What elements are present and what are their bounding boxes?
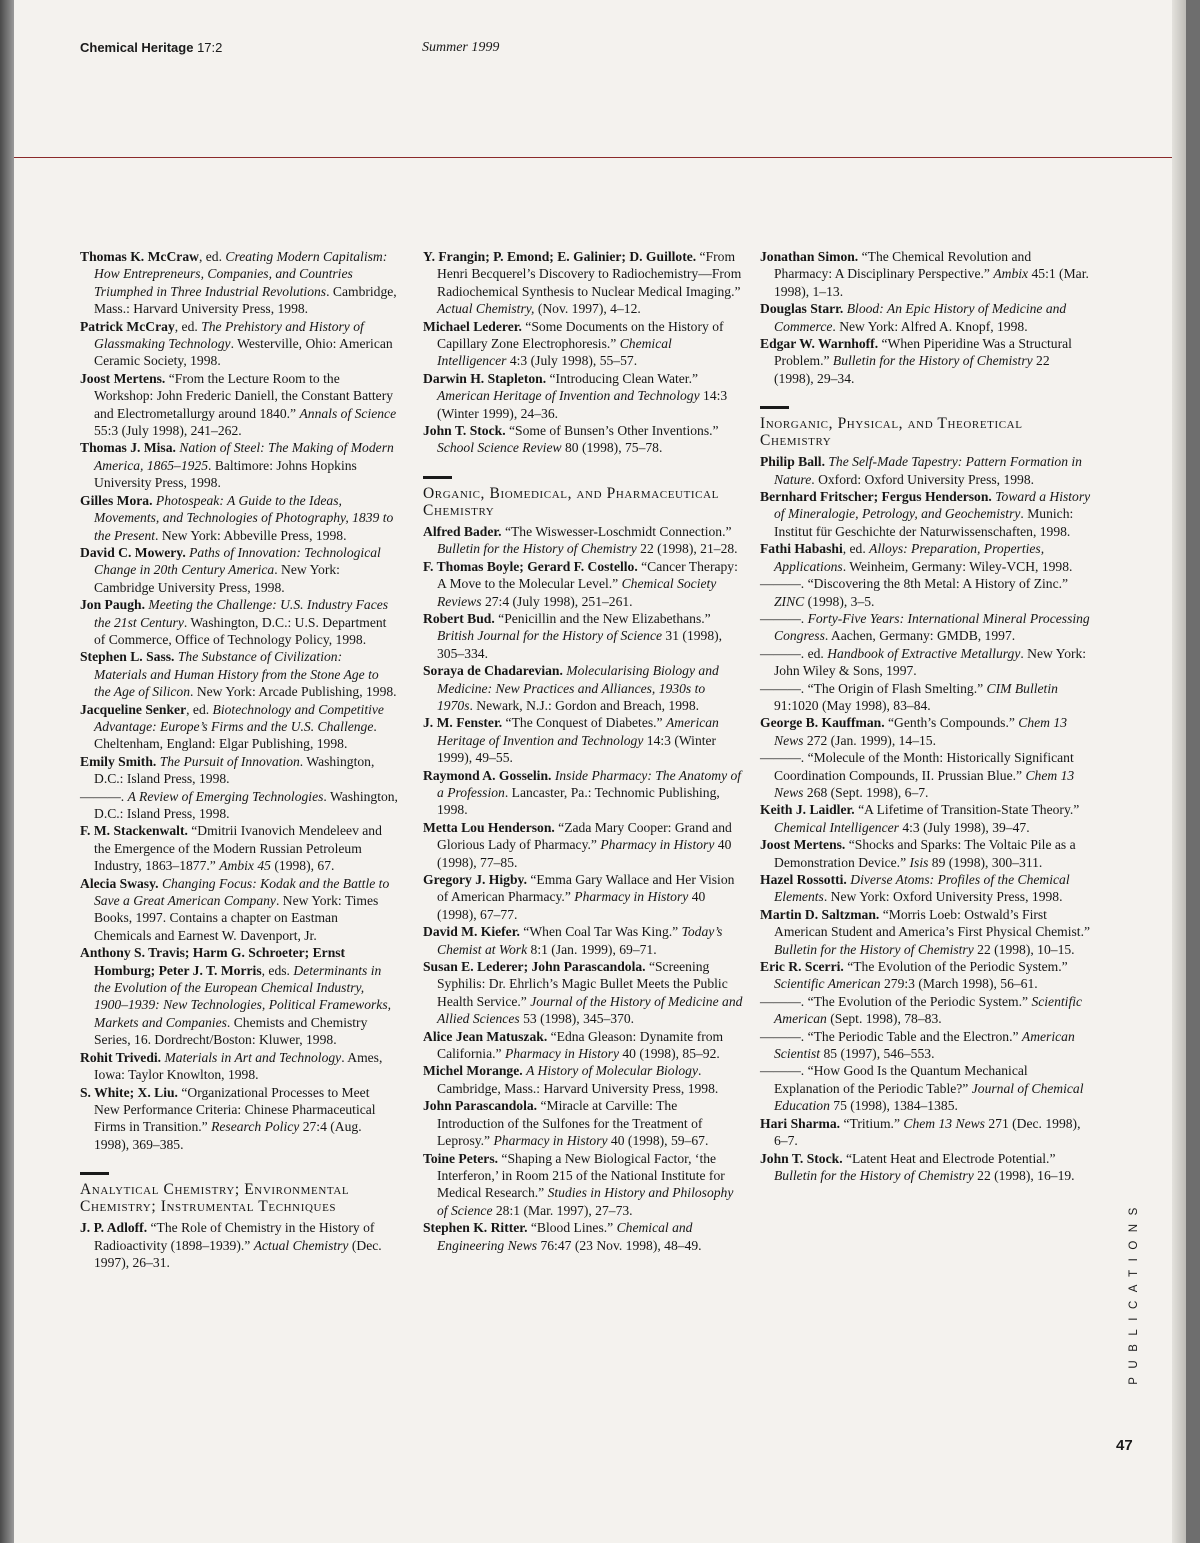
citation: ———. Forty-Five Years: International Mineral Processing Congress. Aachen, Germany: GMDB, 1997. bbox=[760, 610, 1090, 644]
section-side-label bbox=[1119, 1166, 1143, 1424]
citation: George B. Kauffman. “Genth’s Compounds.” Chem 13 News 272 (Jan. 1999), 14–15. bbox=[760, 715, 1067, 748]
citation: ———. “Molecule of the Month: Historically Significant Coordination Compounds, II. Prussian Blue.” Chem 13 News 268 (Sept. 1998), 6–7. bbox=[760, 750, 1075, 800]
citation: Susan E. Lederer; John Parascandola. “Screening Syphilis: Dr. Ehrlich’s Magic Bullet Meets the Public Health Service.” Journal of the History of Medicine and Allied Sciences 53 (1998), 345–370. bbox=[423, 959, 743, 1027]
citation: Raymond A. Gosselin. Inside Pharmacy: The Anatomy of a Profession. Lancaster, Pa.: Technomic Publishing, 1998. bbox=[423, 767, 742, 818]
citation: Gregory J. Higby. “Emma Gary Wallace and Her Vision of American Pharmacy.” Pharmacy in History 40 (1998), 67–77. bbox=[423, 872, 735, 922]
citation: Anthony S. Travis; Harm G. Schroeter; Ernst Homburg; Peter J. T. Morris, eds. Determinants in the Evolution of the European Chemical Industry, 1900–1939: New Technologies, Political Frameworks, Markets and Companies. Chemists and Chemistry Series, 16. Dordrecht/Boston: Kluwer, 1998. bbox=[80, 945, 392, 1048]
citation: Douglas Starr. Blood: An Epic History of Medicine and Commerce. New York: Alfred A. Knopf, 1998. bbox=[760, 301, 1067, 334]
citation: Gilles Mora. Photospeak: A Guide to the Ideas, Movements, and Technologies of Photography, 1839 to the Present. New York: Abbeville Press, 1998. bbox=[80, 492, 394, 543]
section-bar bbox=[423, 476, 452, 479]
citation: Martin D. Saltzman. “Morris Loeb: Ostwald’s First American Student and America’s First Physical Chemist.” Bulletin for the History of Chemistry 22 (1998), 10–15. bbox=[760, 906, 1091, 957]
page-number: 47 bbox=[1116, 1437, 1133, 1454]
page-edge bbox=[1172, 0, 1186, 1543]
citation: Michel Morange. A History of Molecular Biology. Cambridge, Mass.: Harvard University Press, 1998. bbox=[423, 1063, 719, 1096]
citation: Joost Mertens. “From the Lecture Room to the Workshop: John Frederic Daniell, the Constant Battery and Electrometallurgy around 1840.” Annals of Science 55:3 (July 1998), 241–262. bbox=[80, 370, 397, 439]
citation: Emily Smith. The Pursuit of Innovation. Washington, D.C.: Island Press, 1998. bbox=[80, 753, 375, 787]
section-heading-organic bbox=[423, 476, 743, 519]
citation: Stephen L. Sass. The Substance of Civilization: Materials and Human History from the Stone Age to the Age of Silicon. New York: Arcade Publishing, 1998. bbox=[80, 649, 397, 700]
citation: Jacqueline Senker, ed. Biotechnology and Competitive Advantage: Europe’s Firms and the U.S. Challenge. Cheltenham, England: Elgar Publishing, 1998. bbox=[80, 701, 384, 752]
citation: ———. “The Periodic Table and the Electron.” American Scientist 85 (1997), 546–553. bbox=[760, 1028, 1075, 1062]
citation: Thomas J. Misa. Nation of Steel: The Making of Modern America, 1865–1925. Baltimore: Johns Hopkins University Press, 1998. bbox=[80, 440, 394, 491]
citation: Toine Peters. “Shaping a New Biological Factor, ‘the Interferon,’ in Room 215 of the National Institute for Medical Research.” Studies in History and Philosophy of Science 28:1 (Mar. 1997), 27–73. bbox=[423, 1150, 734, 1218]
citation: John T. Stock. “Latent Heat and Electrode Potential.” Bulletin for the History of Chemistry 22 (1998), 16–19. bbox=[760, 1150, 1075, 1183]
citation: S. White; X. Liu. “Organizational Processes to Meet New Performance Criteria: Chinese Pharmaceutical Firms in Transition.” Research Policy 27:4 (Aug. 1998), 369–385. bbox=[80, 1084, 376, 1152]
citation: ———. A Review of Emerging Technologies. Washington, D.C.: Island Press, 1998. bbox=[80, 788, 398, 821]
citation: Rohit Trivedi. Materials in Art and Technology. Ames, Iowa: Taylor Knowlton, 1998. bbox=[80, 1049, 383, 1083]
citation: John T. Stock. “Some of Bunsen’s Other Inventions.” School Science Review 80 (1998), 75–78. bbox=[423, 423, 719, 456]
journal-name: Chemical Heritage bbox=[80, 40, 194, 55]
citation: Hazel Rossotti. Diverse Atoms: Profiles of the Chemical Elements. New York: Oxford University Press, 1998. bbox=[760, 872, 1070, 905]
section-title: Inorganic, Physical, and Theoretical Chemistry bbox=[760, 415, 1023, 450]
citation: ———. “How Good Is the Quantum Mechanical Explanation of the Periodic Table?” Journal of Chemical Education 75 (1998), 1384–1385. bbox=[760, 1063, 1084, 1114]
citation: ———. “The Origin of Flash Smelting.” CIM Bulletin 91:1020 (May 1998), 83–84. bbox=[760, 680, 1058, 713]
citation: Soraya de Chadarevian. Molecularising Biology and Medicine: New Practices and Alliances, 1930s to 1970s. Newark, N.J.: Gordon and Breach, 1998. bbox=[423, 663, 719, 713]
citation: ———. “Discovering the 8th Metal: A History of Zinc.” ZINC (1998), 3–5. bbox=[760, 576, 1069, 609]
header-rule bbox=[14, 157, 1172, 158]
citation: Eric R. Scerri. “The Evolution of the Periodic System.” Scientific American 279:3 (March 1998), 56–61. bbox=[760, 959, 1068, 992]
citation: Alfred Bader. “The Wiswesser-Loschmidt Connection.” Bulletin for the History of Chemistry 22 (1998), 21–28. bbox=[423, 523, 738, 557]
page bbox=[14, 0, 1186, 1543]
citation: Metta Lou Henderson. “Zada Mary Cooper: Grand and Glorious Lady of Pharmacy.” Pharmacy in History 40 (1998), 77–85. bbox=[423, 819, 732, 870]
citation: ———. “The Evolution of the Periodic System.” Scientific American (Sept. 1998), 78–83. bbox=[760, 993, 1083, 1027]
citation: Patrick McCray, ed. The Prehistory and History of Glassmaking Technology. Westerville, Ohio: American Ceramic Society, 1998. bbox=[80, 318, 393, 369]
citation: Robert Bud. “Penicillin and the New Elizabethans.” British Journal for the History of Science 31 (1998), 305–334. bbox=[423, 610, 723, 661]
section-bar bbox=[760, 406, 789, 409]
citation: Michael Lederer. “Some Documents on the History of Capillary Zone Electrophoresis.” Chemical Intelligencer 4:3 (July 1998), 55–57. bbox=[423, 318, 724, 369]
citation: Darwin H. Stapleton. “Introducing Clean Water.” American Heritage of Invention and Technology 14:3 (Winter 1999), 24–36. bbox=[423, 370, 728, 421]
citation: Bernhard Fritscher; Fergus Henderson. Toward a History of Mineralogie, Petrology, and Geochemistry. Munich: Institut für Geschichte der Naturwissenschaften, 1998. bbox=[760, 489, 1091, 539]
section-title: Organic, Biomedical, and Pharmaceutical Chemistry bbox=[423, 484, 719, 519]
issue-season: Summer 1999 bbox=[422, 40, 500, 55]
citation: Alecia Swasy. Changing Focus: Kodak and the Battle to Save a Great American Company. New York: Times Books, 1997. Contains a chapter on Eastman Chemicals and Earnest W. Davenport, Jr. bbox=[80, 875, 390, 943]
citation: Jonathan Simon. “The Chemical Revolution and Pharmacy: A Disciplinary Perspective.” Ambix 45:1 (Mar. 1998), 1–13. bbox=[760, 249, 1089, 299]
section-heading-inorganic bbox=[760, 406, 1092, 449]
citation: Edgar W. Warnhoff. “When Piperidine Was a Structural Problem.” Bulletin for the History of Chemistry 22 (1998), 29–34. bbox=[760, 336, 1072, 386]
citation: F. M. Stackenwalt. “Dmitrii Ivanovich Mendeleev and the Emergence of the Modern Russian Petroleum Industry, 1863–1877.” Ambix 45 (1998), 67. bbox=[80, 823, 382, 874]
column-1 bbox=[80, 248, 398, 1271]
citation: Alice Jean Matuszak. “Edna Gleason: Dynamite from California.” Pharmacy in History 40 (1998), 85–92. bbox=[423, 1028, 724, 1062]
citation: Jon Paugh. Meeting the Challenge: U.S. Industry Faces the 21st Century. Washington, D.C.: U.S. Department of Commerce, Office of Technology Policy, 1998. bbox=[80, 597, 389, 647]
section-heading-analytical bbox=[80, 1172, 398, 1215]
section-title: Analytical Chemistry; Environmental Chemistry; Instrumental Techniques bbox=[80, 1181, 350, 1216]
citation: Hari Sharma. “Tritium.” Chem 13 News 271 (Dec. 1998), 6–7. bbox=[760, 1115, 1081, 1149]
citation: F. Thomas Boyle; Gerard F. Costello. “Cancer Therapy: A Move to the Molecular Level.” Chemical Society Reviews 27:4 (July 1998), 251–261. bbox=[423, 558, 738, 609]
section-bar bbox=[80, 1172, 109, 1175]
citation: Fathi Habashi, ed. Alloys: Preparation, Properties, Applications. Weinheim, Germany: Wiley-VCH, 1998. bbox=[760, 541, 1073, 574]
journal-issue: 17:2 bbox=[197, 40, 223, 55]
citation: David C. Mowery. Paths of Innovation: Technological Change in 20th Century America. New York: Cambridge University Press, 1998. bbox=[80, 544, 381, 595]
page-binding-shadow bbox=[0, 0, 14, 1543]
citation: Thomas K. McCraw, ed. Creating Modern Capitalism: How Entrepreneurs, Companies, and Countries Triumphed in Three Industrial Revolutions. Cambridge, Mass.: Harvard University Press, 1998. bbox=[80, 249, 397, 317]
citation: Joost Mertens. “Shocks and Sparks: The Voltaic Pile as a Demonstration Device.” Isis 89 (1998), 300–311. bbox=[760, 837, 1076, 870]
citation: John Parascandola. “Miracle at Carville: The Introduction of the Sulfones for the Treatment of Leprosy.” Pharmacy in History 40 (1998), 59–67. bbox=[423, 1098, 709, 1149]
citation: David M. Kiefer. “When Coal Tar Was King.” Today’s Chemist at Work 8:1 (Jan. 1999), 69–71. bbox=[423, 924, 723, 957]
citation: Philip Ball. The Self-Made Tapestry: Pattern Formation in Nature. Oxford: Oxford University Press, 1998. bbox=[760, 454, 1082, 487]
citation: J. M. Fenster. “The Conquest of Diabetes.” American Heritage of Invention and Technology 14:3 (Winter 1999), 49–55. bbox=[423, 715, 719, 766]
citation: Y. Frangin; P. Emond; E. Galinier; D. Guillote. “From Henri Becquerel’s Discovery to Radiochemistry—From Radiochemical Synthesis to Nuclear Medical Imaging.” Actual Chemistry, (Nov. 1997), 4–12. bbox=[423, 249, 742, 317]
column-3 bbox=[760, 248, 1092, 1184]
column-2 bbox=[423, 248, 743, 1254]
citation: Keith J. Laidler. “A Lifetime of Transition-State Theory.” Chemical Intelligencer 4:3 (July 1998), 39–47. bbox=[760, 802, 1080, 835]
citation: ———. ed. Handbook of Extractive Metallurgy. New York: John Wiley & Sons, 1997. bbox=[760, 645, 1087, 679]
citation: J. P. Adloff. “The Role of Chemistry in the History of Radioactivity (1898–1939).” Actual Chemistry (Dec. 1997), 26–31. bbox=[80, 1220, 382, 1270]
citation: Stephen K. Ritter. “Blood Lines.” Chemical and Engineering News 76:47 (23 Nov. 1998), 48–49. bbox=[423, 1220, 702, 1253]
journal-header bbox=[80, 40, 222, 55]
side-label-text: PUBLICATIONS bbox=[1128, 1199, 1140, 1385]
